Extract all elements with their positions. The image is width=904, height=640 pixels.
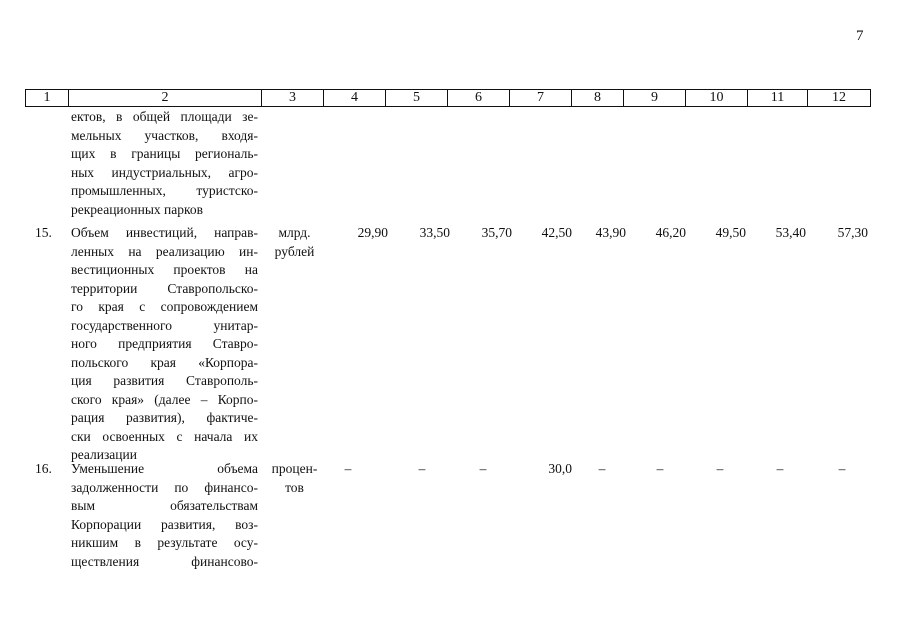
header-cell: 12 xyxy=(808,90,871,107)
value-cell: – xyxy=(344,461,352,476)
row-description: Уменьшение объема задолженности по финансо- вым обязательствам Корпорации развития, воз- никшим в результате осу- ществления финансово- xyxy=(71,461,258,569)
value-cell: – xyxy=(656,461,664,476)
header-cell: 1 xyxy=(26,90,69,107)
value-cell: – xyxy=(776,461,784,476)
value-cell: – xyxy=(479,461,487,476)
header-cell: 3 xyxy=(262,90,324,107)
row-unit: процен- тов xyxy=(271,461,318,495)
row-unit: млрд. рублей xyxy=(274,225,315,259)
row-number: 15. xyxy=(35,225,52,240)
header-cell: 8 xyxy=(572,90,624,107)
header-cell: 5 xyxy=(386,90,448,107)
value-cell: – xyxy=(716,461,724,476)
page-number: 7 xyxy=(856,28,864,44)
row-description: ектов, в общей площади зе- мельных участков, входя- щих в границы региональ- ных индустриальных, агро- промышленных, туристско- рекреационных парков xyxy=(71,109,258,217)
value-cell: 30,0 xyxy=(548,461,572,476)
header-cell: 2 xyxy=(69,90,262,107)
header-cell: 9 xyxy=(624,90,686,107)
value-cell: 53,40 xyxy=(775,225,806,240)
column-header-row xyxy=(25,89,871,107)
header-cell: 11 xyxy=(748,90,808,107)
header-cell: 6 xyxy=(448,90,510,107)
header-cell: 4 xyxy=(324,90,386,107)
value-cell: – xyxy=(838,461,846,476)
value-cell: 29,90 xyxy=(357,225,388,240)
value-cell: – xyxy=(598,461,606,476)
value-cell: 43,90 xyxy=(595,225,626,240)
value-cell: 49,50 xyxy=(715,225,746,240)
row-number: 16. xyxy=(35,461,52,476)
row-description: Объем инвестиций, направ- ленных на реализацию ин- вестиционных проектов на территории Ставропольско- го края с сопровождением государственного унитар- ного предприятия Ставро- польского края «Корпора- ция развития Ставрополь- ского края» (далее – Корпо- рация развития), фактиче- ски освоенных с начала их реализации xyxy=(71,225,258,462)
value-cell: 33,50 xyxy=(419,225,450,240)
value-cell: 42,50 xyxy=(541,225,572,240)
header-cell: 10 xyxy=(686,90,748,107)
header-cell: 7 xyxy=(510,90,572,107)
value-cell: 57,30 xyxy=(837,225,868,240)
value-cell: – xyxy=(418,461,426,476)
value-cell: 46,20 xyxy=(655,225,686,240)
value-cell: 35,70 xyxy=(481,225,512,240)
